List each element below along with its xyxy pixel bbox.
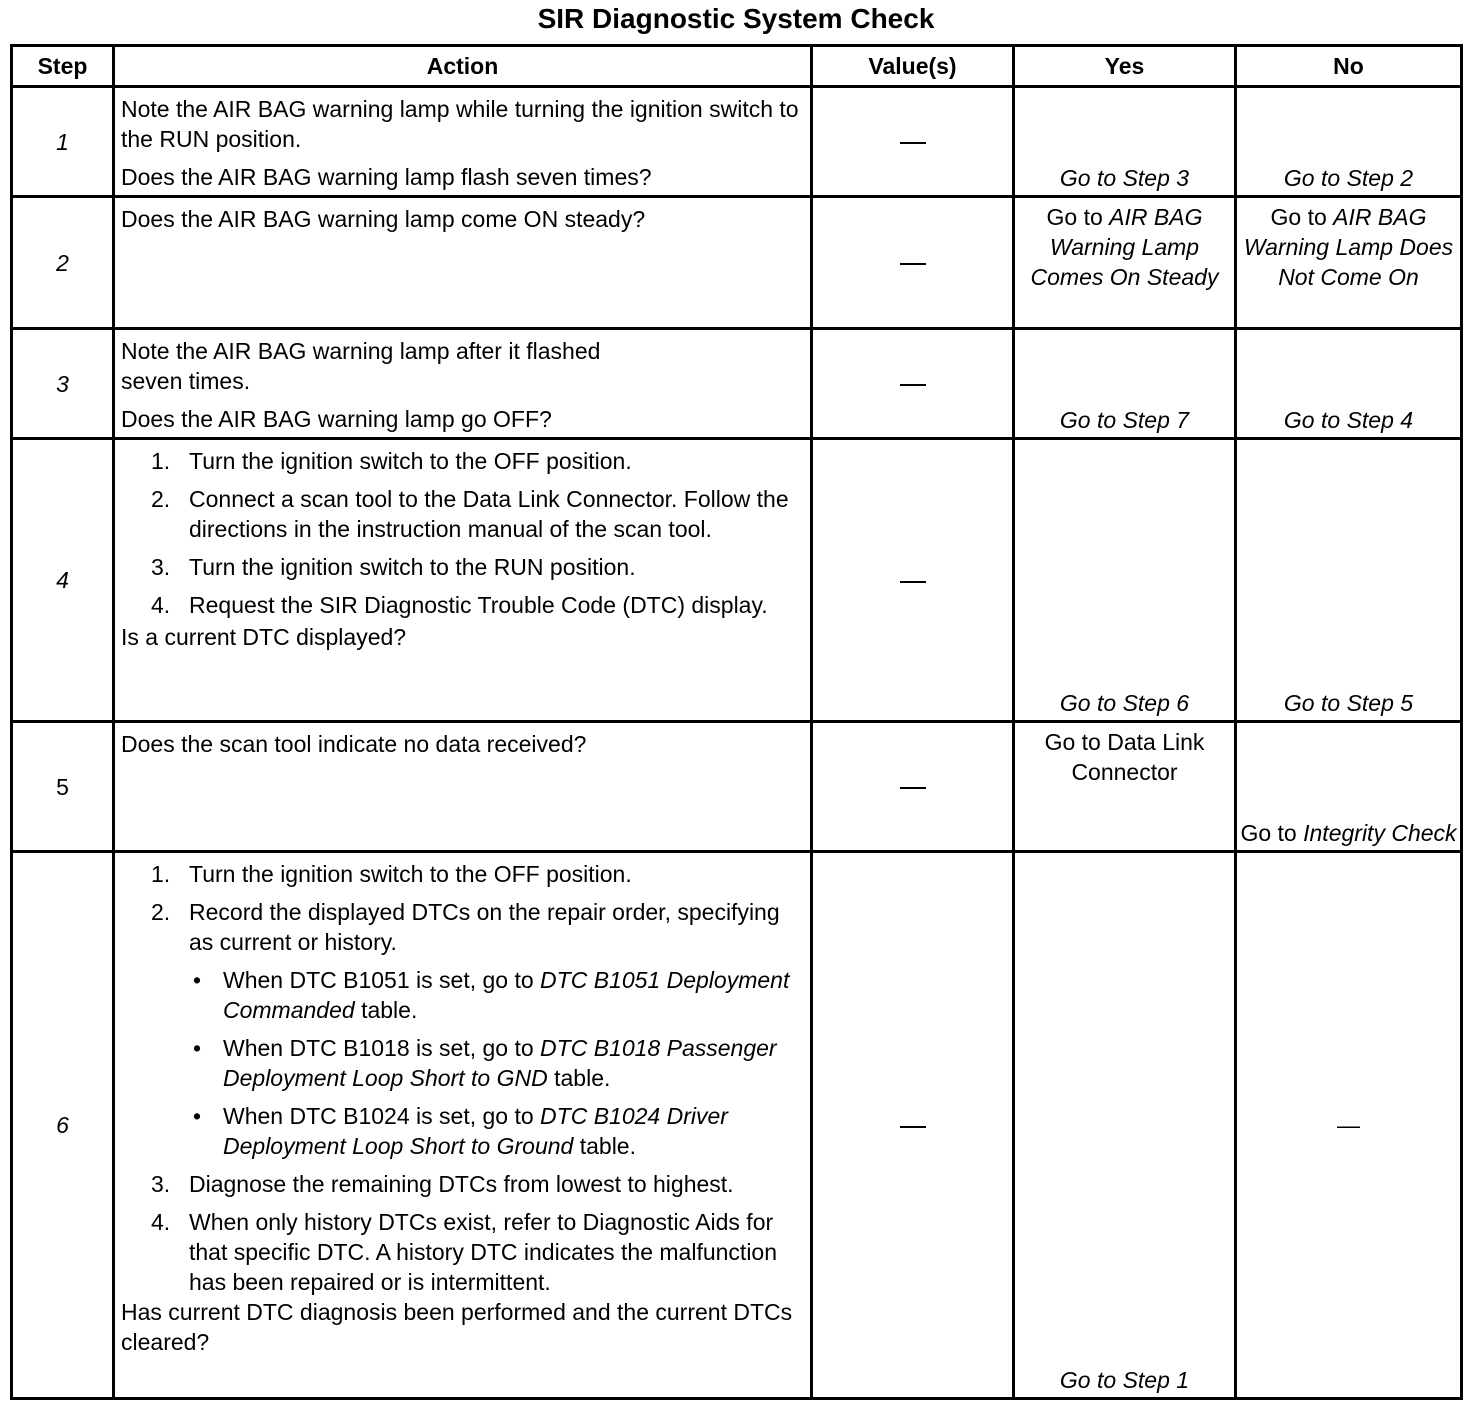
yes-italic: AIR BAG Warning Lamp Comes On Steady xyxy=(1030,204,1219,290)
no-prefix: Go to xyxy=(1240,820,1297,846)
yes-link[interactable]: Go to Step 3 xyxy=(1059,165,1190,191)
list-item: 1. Turn the ignition switch to the OFF position. xyxy=(151,448,632,474)
yes-link[interactable]: Go to Step 7 xyxy=(1059,407,1190,433)
table-row xyxy=(12,439,1462,722)
no-dash: — xyxy=(1337,1112,1360,1138)
no-italic: AIR BAG Warning Lamp Does Not Come On xyxy=(1243,204,1454,290)
yes-cell xyxy=(1014,439,1236,722)
value-cell xyxy=(812,439,1014,722)
table-row xyxy=(12,197,1462,329)
no-italic: Integrity Check xyxy=(1303,820,1457,846)
value-cell xyxy=(812,87,1014,197)
no-link[interactable] xyxy=(1237,198,1460,292)
table-row xyxy=(12,722,1462,852)
value-cell xyxy=(812,197,1014,329)
table-row xyxy=(12,852,1462,1399)
dtc-table-link[interactable]: DTC B1018 Passenger Deployment Loop Short to GND xyxy=(223,1035,777,1091)
table-row xyxy=(12,87,1462,197)
list-item: 2. Record the displayed DTCs on the repair order, specifying as current or history. • When DTC B1051 is set, go to DTC B1051 Deployment Commanded table. • When DTC B1018 is set, go to DTC B1018 Passenger Deployment Loop Short to GND table. • When DTC B1024 is set, go to DTC B1024 Driver Deployment Loop Short to Ground table. xyxy=(121,897,804,1161)
no-cell xyxy=(1236,329,1462,439)
value-cell xyxy=(812,722,1014,852)
diagnostic-table xyxy=(10,44,1463,1400)
no-cell xyxy=(1236,87,1462,197)
no-link[interactable] xyxy=(1237,818,1460,848)
action-question: Is a current DTC displayed? xyxy=(121,624,407,650)
bullet-item: • When DTC B1024 is set, go to DTC B1024 Driver Deployment Loop Short to Ground table. xyxy=(193,1103,728,1159)
action-text: Note the AIR BAG warning lamp after it flashed xyxy=(121,338,601,364)
list-item: 1. Turn the ignition switch to the OFF position. xyxy=(151,861,632,887)
action-text: seven times. xyxy=(121,368,251,394)
no-cell xyxy=(1236,197,1462,329)
action-cell xyxy=(114,722,812,852)
bullet-item: • When DTC B1018 is set, go to DTC B1018 Passenger Deployment Loop Short to GND table. xyxy=(193,1035,777,1091)
action-question: Does the scan tool indicate no data received? xyxy=(121,731,587,757)
action-cell xyxy=(114,439,812,722)
yes-link[interactable] xyxy=(1015,198,1234,292)
no-cell xyxy=(1236,439,1462,722)
action-question: Has current DTC diagnosis been performed and the current DTCs cleared? xyxy=(121,1299,793,1355)
yes-cell xyxy=(1014,852,1236,1399)
list-item: 3. Diagnose the remaining DTCs from lowest to highest. xyxy=(151,1171,734,1197)
yes-cell xyxy=(1014,87,1236,197)
dtc-table-link[interactable]: DTC B1024 Driver Deployment Loop Short to Ground xyxy=(223,1103,728,1159)
page-title: SIR Diagnostic System Check xyxy=(537,3,935,34)
yes-link[interactable]: Go to Step 1 xyxy=(1059,1367,1190,1393)
action-list xyxy=(121,446,804,620)
header-yes: Yes xyxy=(1014,46,1236,87)
no-cell xyxy=(1236,852,1462,1399)
header-action: Action xyxy=(114,46,812,87)
action-question: Does the AIR BAG warning lamp come ON steady? xyxy=(121,206,646,232)
step-number: 3 xyxy=(12,329,114,439)
dash-mark xyxy=(900,263,926,265)
dtc-table-link[interactable]: DTC B1051 Deployment Commanded xyxy=(223,967,790,1023)
yes-cell xyxy=(1014,329,1236,439)
dash-mark xyxy=(900,581,926,583)
no-link[interactable]: Go to Step 5 xyxy=(1283,690,1414,716)
value-cell xyxy=(812,329,1014,439)
value-cell xyxy=(812,852,1014,1399)
header-row xyxy=(12,46,1462,87)
step-number: 1 xyxy=(12,87,114,197)
no-cell xyxy=(1236,722,1462,852)
no-prefix: Go to xyxy=(1270,204,1327,230)
action-list xyxy=(121,859,804,1297)
list-item: 4. Request the SIR Diagnostic Trouble Code (DTC) display. xyxy=(151,592,768,618)
header-values: Value(s) xyxy=(812,46,1014,87)
yes-cell xyxy=(1014,722,1236,852)
step-number: 6 xyxy=(12,852,114,1399)
yes-cell xyxy=(1014,197,1236,329)
step-number: 5 xyxy=(12,722,114,852)
yes-link[interactable]: Go to Step 6 xyxy=(1059,690,1190,716)
header-no: No xyxy=(1236,46,1462,87)
action-question: Does the AIR BAG warning lamp flash seven times? xyxy=(121,164,652,190)
action-cell xyxy=(114,852,812,1399)
yes-prefix: Go to xyxy=(1046,204,1103,230)
action-cell xyxy=(114,87,812,197)
list-item: 2. Connect a scan tool to the Data Link Connector. Follow the directions in the instruction manual of the scan tool. xyxy=(151,486,789,542)
step-number: 2 xyxy=(12,197,114,329)
action-cell xyxy=(114,197,812,329)
table-row xyxy=(12,329,1462,439)
list-item: 4. When only history DTCs exist, refer to Diagnostic Aids for that specific DTC. A history DTC indicates the malfunction has been repaired or is intermittent. xyxy=(151,1209,778,1295)
action-cell xyxy=(114,329,812,439)
dash-mark xyxy=(900,384,926,386)
bullet-item: • When DTC B1051 is set, go to DTC B1051 Deployment Commanded table. xyxy=(193,967,790,1023)
dtc-bullet-list xyxy=(189,965,804,1161)
dash-mark xyxy=(900,142,926,144)
action-question: Does the AIR BAG warning lamp go OFF? xyxy=(121,406,552,432)
yes-link[interactable]: Go to Data Link Connector xyxy=(1044,729,1205,785)
dash-mark xyxy=(900,787,926,789)
step-number: 4 xyxy=(12,439,114,722)
no-link[interactable]: Go to Step 4 xyxy=(1283,407,1414,433)
dash-mark xyxy=(900,1126,926,1128)
action-text: Note the AIR BAG warning lamp while turning the ignition switch to the RUN position. xyxy=(121,96,799,152)
header-step: Step xyxy=(12,46,114,87)
no-link[interactable]: Go to Step 2 xyxy=(1283,165,1414,191)
list-item: 3. Turn the ignition switch to the RUN position. xyxy=(151,554,636,580)
